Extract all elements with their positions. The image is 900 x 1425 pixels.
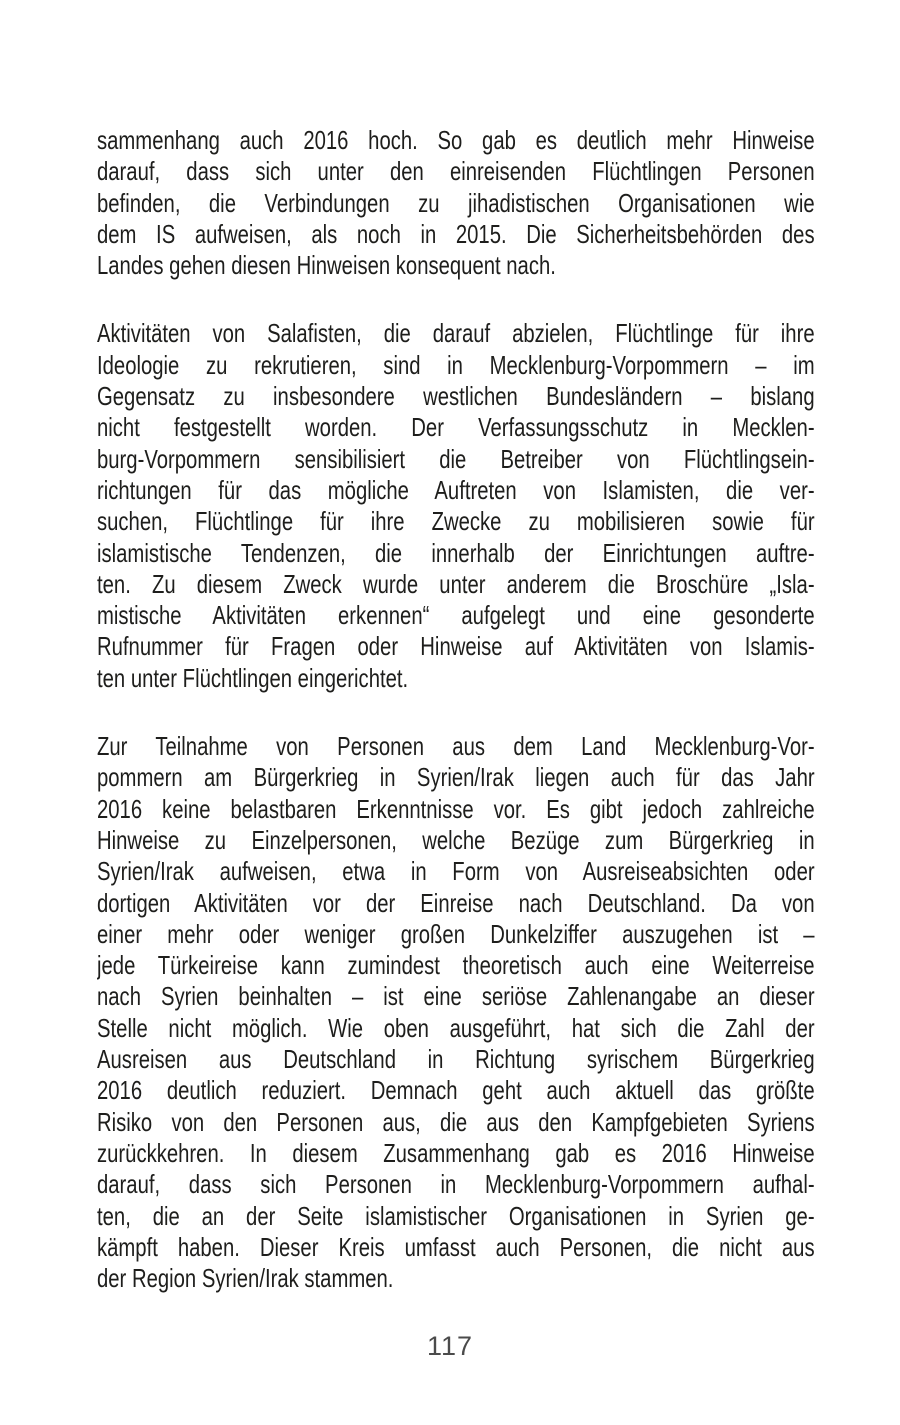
- paragraph-2: [97, 318, 815, 694]
- text-line: nach Syrien beinhalten – ist eine seriöse Zahlenangabe an dieser: [97, 981, 815, 1012]
- text-line: dortigen Aktivitäten vor der Einreise nach Deutschland. Da von: [97, 887, 815, 918]
- text-line: ten. Zu diesem Zweck wurde unter anderem die Broschüre „Isla-: [97, 568, 815, 599]
- text-line: befinden, die Verbindungen zu jihadistischen Organisationen wie: [97, 187, 815, 218]
- text-line: jede Türkeireise kann zumindest theoretisch auch eine Weiterreise: [97, 950, 815, 981]
- text-line: Gegensatz zu insbesondere westlichen Bundesländern – bislang: [97, 381, 815, 412]
- text-line: islamistische Tendenzen, die innerhalb der Einrichtungen auftre-: [97, 537, 815, 568]
- text-line: einer mehr oder weniger großen Dunkelziffer auszugehen ist –: [97, 918, 815, 949]
- text-line: ten unter Flüchtlingen eingerichtet.: [97, 662, 409, 693]
- text-line: Syrien/Irak aufweisen, etwa in Form von Ausreiseabsichten oder: [97, 856, 815, 887]
- text-line: sammenhang auch 2016 hoch. So gab es deutlich mehr Hinweise: [97, 125, 815, 155]
- page-number: 117: [426, 1331, 474, 1361]
- text-line: Risiko von den Personen aus, die aus den Kampfgebieten Syriens: [97, 1106, 815, 1137]
- paragraph-1: [97, 125, 815, 281]
- text-line: darauf, dass sich unter den einreisenden Flüchtlingen Personen: [97, 156, 815, 187]
- text-line: ten, die an der Seite islamistischer Organisationen in Syrien ge-: [97, 1200, 815, 1231]
- text-line: richtungen für das mögliche Auftreten von Islamisten, die ver-: [97, 474, 815, 505]
- text-line: dem IS aufweisen, als noch in 2015. Die Sicherheitsbehörden des: [97, 218, 815, 249]
- text-line: darauf, dass sich Personen in Mecklenburg-Vorpommern aufhal-: [97, 1169, 815, 1200]
- text-line: mistische Aktivitäten erkennen“ aufgelegt und eine gesonderte: [97, 600, 815, 631]
- text-line: 2016 deutlich reduziert. Demnach geht auch aktuell das größte: [97, 1075, 815, 1106]
- text-line: suchen, Flüchtlinge für ihre Zwecke zu mobilisieren sowie für: [97, 506, 815, 537]
- paragraph-3: [97, 731, 815, 1294]
- text-line: Hinweise zu Einzelpersonen, welche Bezüge zum Bürgerkrieg in: [97, 824, 815, 855]
- text-line: kämpft haben. Dieser Kreis umfasst auch Personen, die nicht aus: [97, 1231, 815, 1262]
- text-line: der Region Syrien/Irak stammen.: [97, 1263, 394, 1294]
- text-line: burg-Vorpommern sensibilisiert die Betreiber von Flüchtlingsein-: [97, 443, 815, 474]
- text-line: Aktivitäten von Salafisten, die darauf abzielen, Flüchtlinge für ihre: [97, 318, 815, 349]
- text-line: pommern am Bürgerkrieg in Syrien/Irak liegen auch für das Jahr: [97, 762, 815, 793]
- text-line: Stelle nicht möglich. Wie oben ausgeführt, hat sich die Zahl der: [97, 1012, 815, 1043]
- text-line: 2016 keine belastbaren Erkenntnisse vor. Es gibt jedoch zahlreiche: [97, 793, 815, 824]
- body-text-block: [97, 125, 815, 1294]
- text-line: nicht festgestellt worden. Der Verfassungsschutz in Mecklen-: [97, 412, 815, 443]
- text-line: Ausreisen aus Deutschland in Richtung syrischem Bürgerkrieg: [97, 1044, 815, 1075]
- text-line: Rufnummer für Fragen oder Hinweise auf Aktivitäten von Islamis-: [97, 631, 815, 662]
- text-line: Zur Teilnahme von Personen aus dem Land Mecklenburg-Vor-: [97, 731, 815, 762]
- text-line: Ideologie zu rekrutieren, sind in Mecklenburg-Vorpommern – im: [97, 349, 815, 380]
- text-line: Landes gehen diesen Hinweisen konsequent nach.: [97, 250, 556, 281]
- text-line: zurückkehren. In diesem Zusammenhang gab es 2016 Hinweise: [97, 1137, 815, 1168]
